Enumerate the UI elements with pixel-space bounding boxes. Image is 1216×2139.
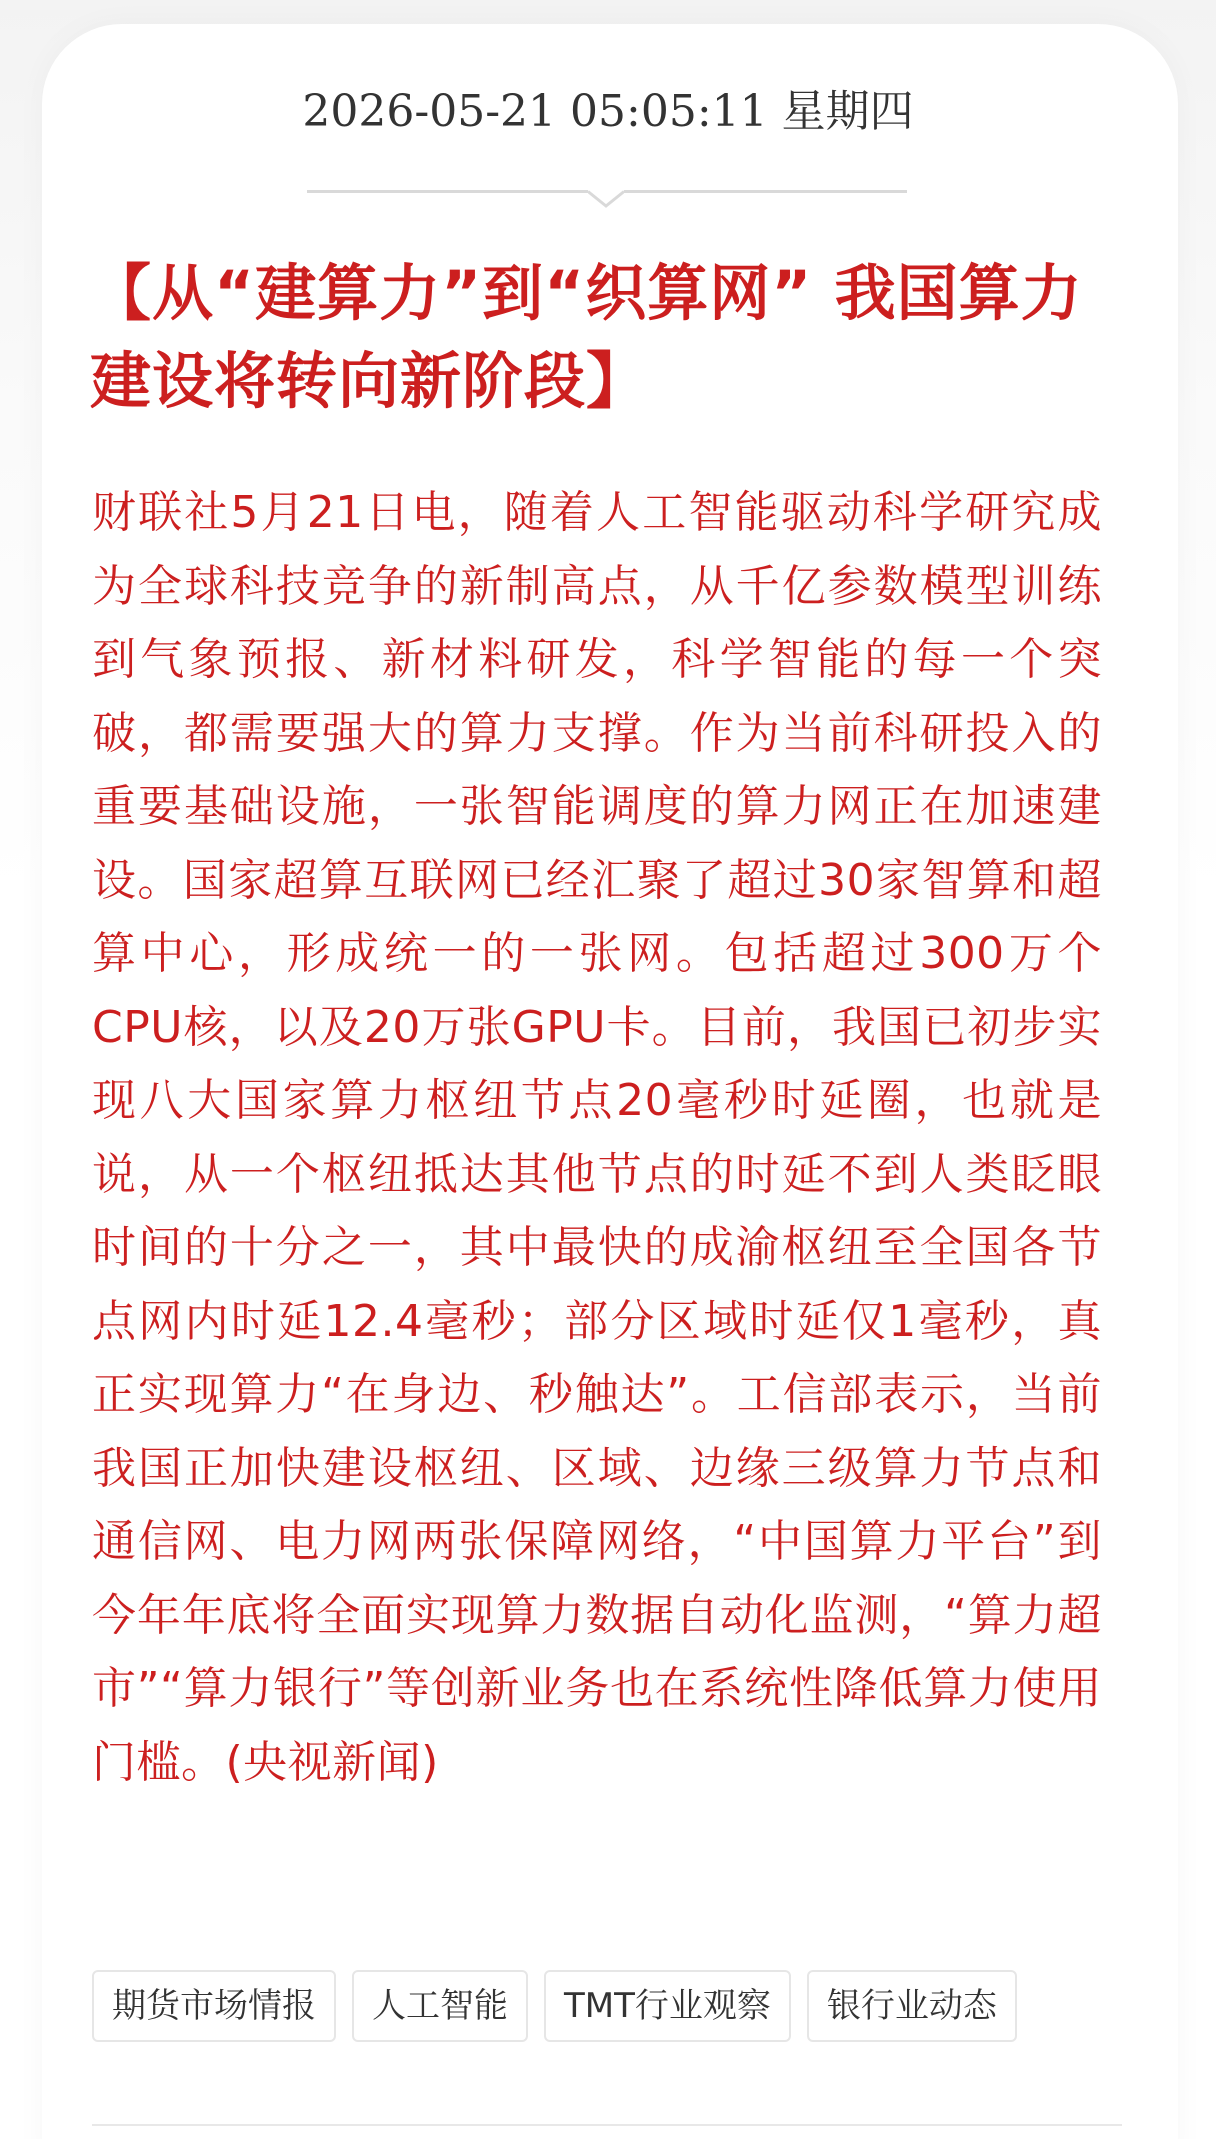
- bottom-divider: [92, 2124, 1122, 2126]
- tag-futures-market[interactable]: 期货市场情报: [92, 1970, 336, 2042]
- divider-notch-icon: [588, 190, 624, 208]
- date-header: [0, 82, 1216, 142]
- article-body: 财联社5月21日电，随着人工智能驱动科学研究成为全球科技竞争的新制高点，从千亿参数模型训练到气象预报、新材料研发，科学智能的每一个突破，都需要强大的算力支撑。作为当前科研投入的重要基础设施，一张智能调度的算力网正在加速建设。国家超算互联网已经汇聚了超过30家智算和超算中心，形成统一的一张网。包括超过300万个CPU核，以及20万张GPU卡。目前，我国已初步实现八大国家算力枢纽节点20毫秒时延圈，也就是说，从一个枢纽抵达其他节点的时延不到人类眨眼时间的十分之一，其中最快的成渝枢纽至全国各节点网内时延12.4毫秒；部分区域时延仅1毫秒，真正实现算力“在身边、秒触达”。工信部表示，当前我国正加快建设枢纽、区域、边缘三级算力节点和通信网、电力网两张保障网络，“中国算力平台”到今年年底将全面实现算力数据自动化监测，“算力超市”“算力银行”等创新业务也在系统性降低算力使用门槛。(央视新闻): [92, 487, 1102, 1788]
- tag-artificial-intelligence[interactable]: 人工智能: [352, 1970, 528, 2042]
- tag-tmt-industry[interactable]: TMT行业观察: [544, 1970, 791, 2042]
- tag-banking-news[interactable]: 银行业动态: [807, 1970, 1017, 2042]
- article-title: 【从“建算力”到“织算网” 我国算力建设将转向新阶段】: [90, 258, 1083, 417]
- publish-datetime: 2026-05-21 05:05:11 星期四: [302, 86, 914, 137]
- tag-list: [92, 1970, 1017, 2042]
